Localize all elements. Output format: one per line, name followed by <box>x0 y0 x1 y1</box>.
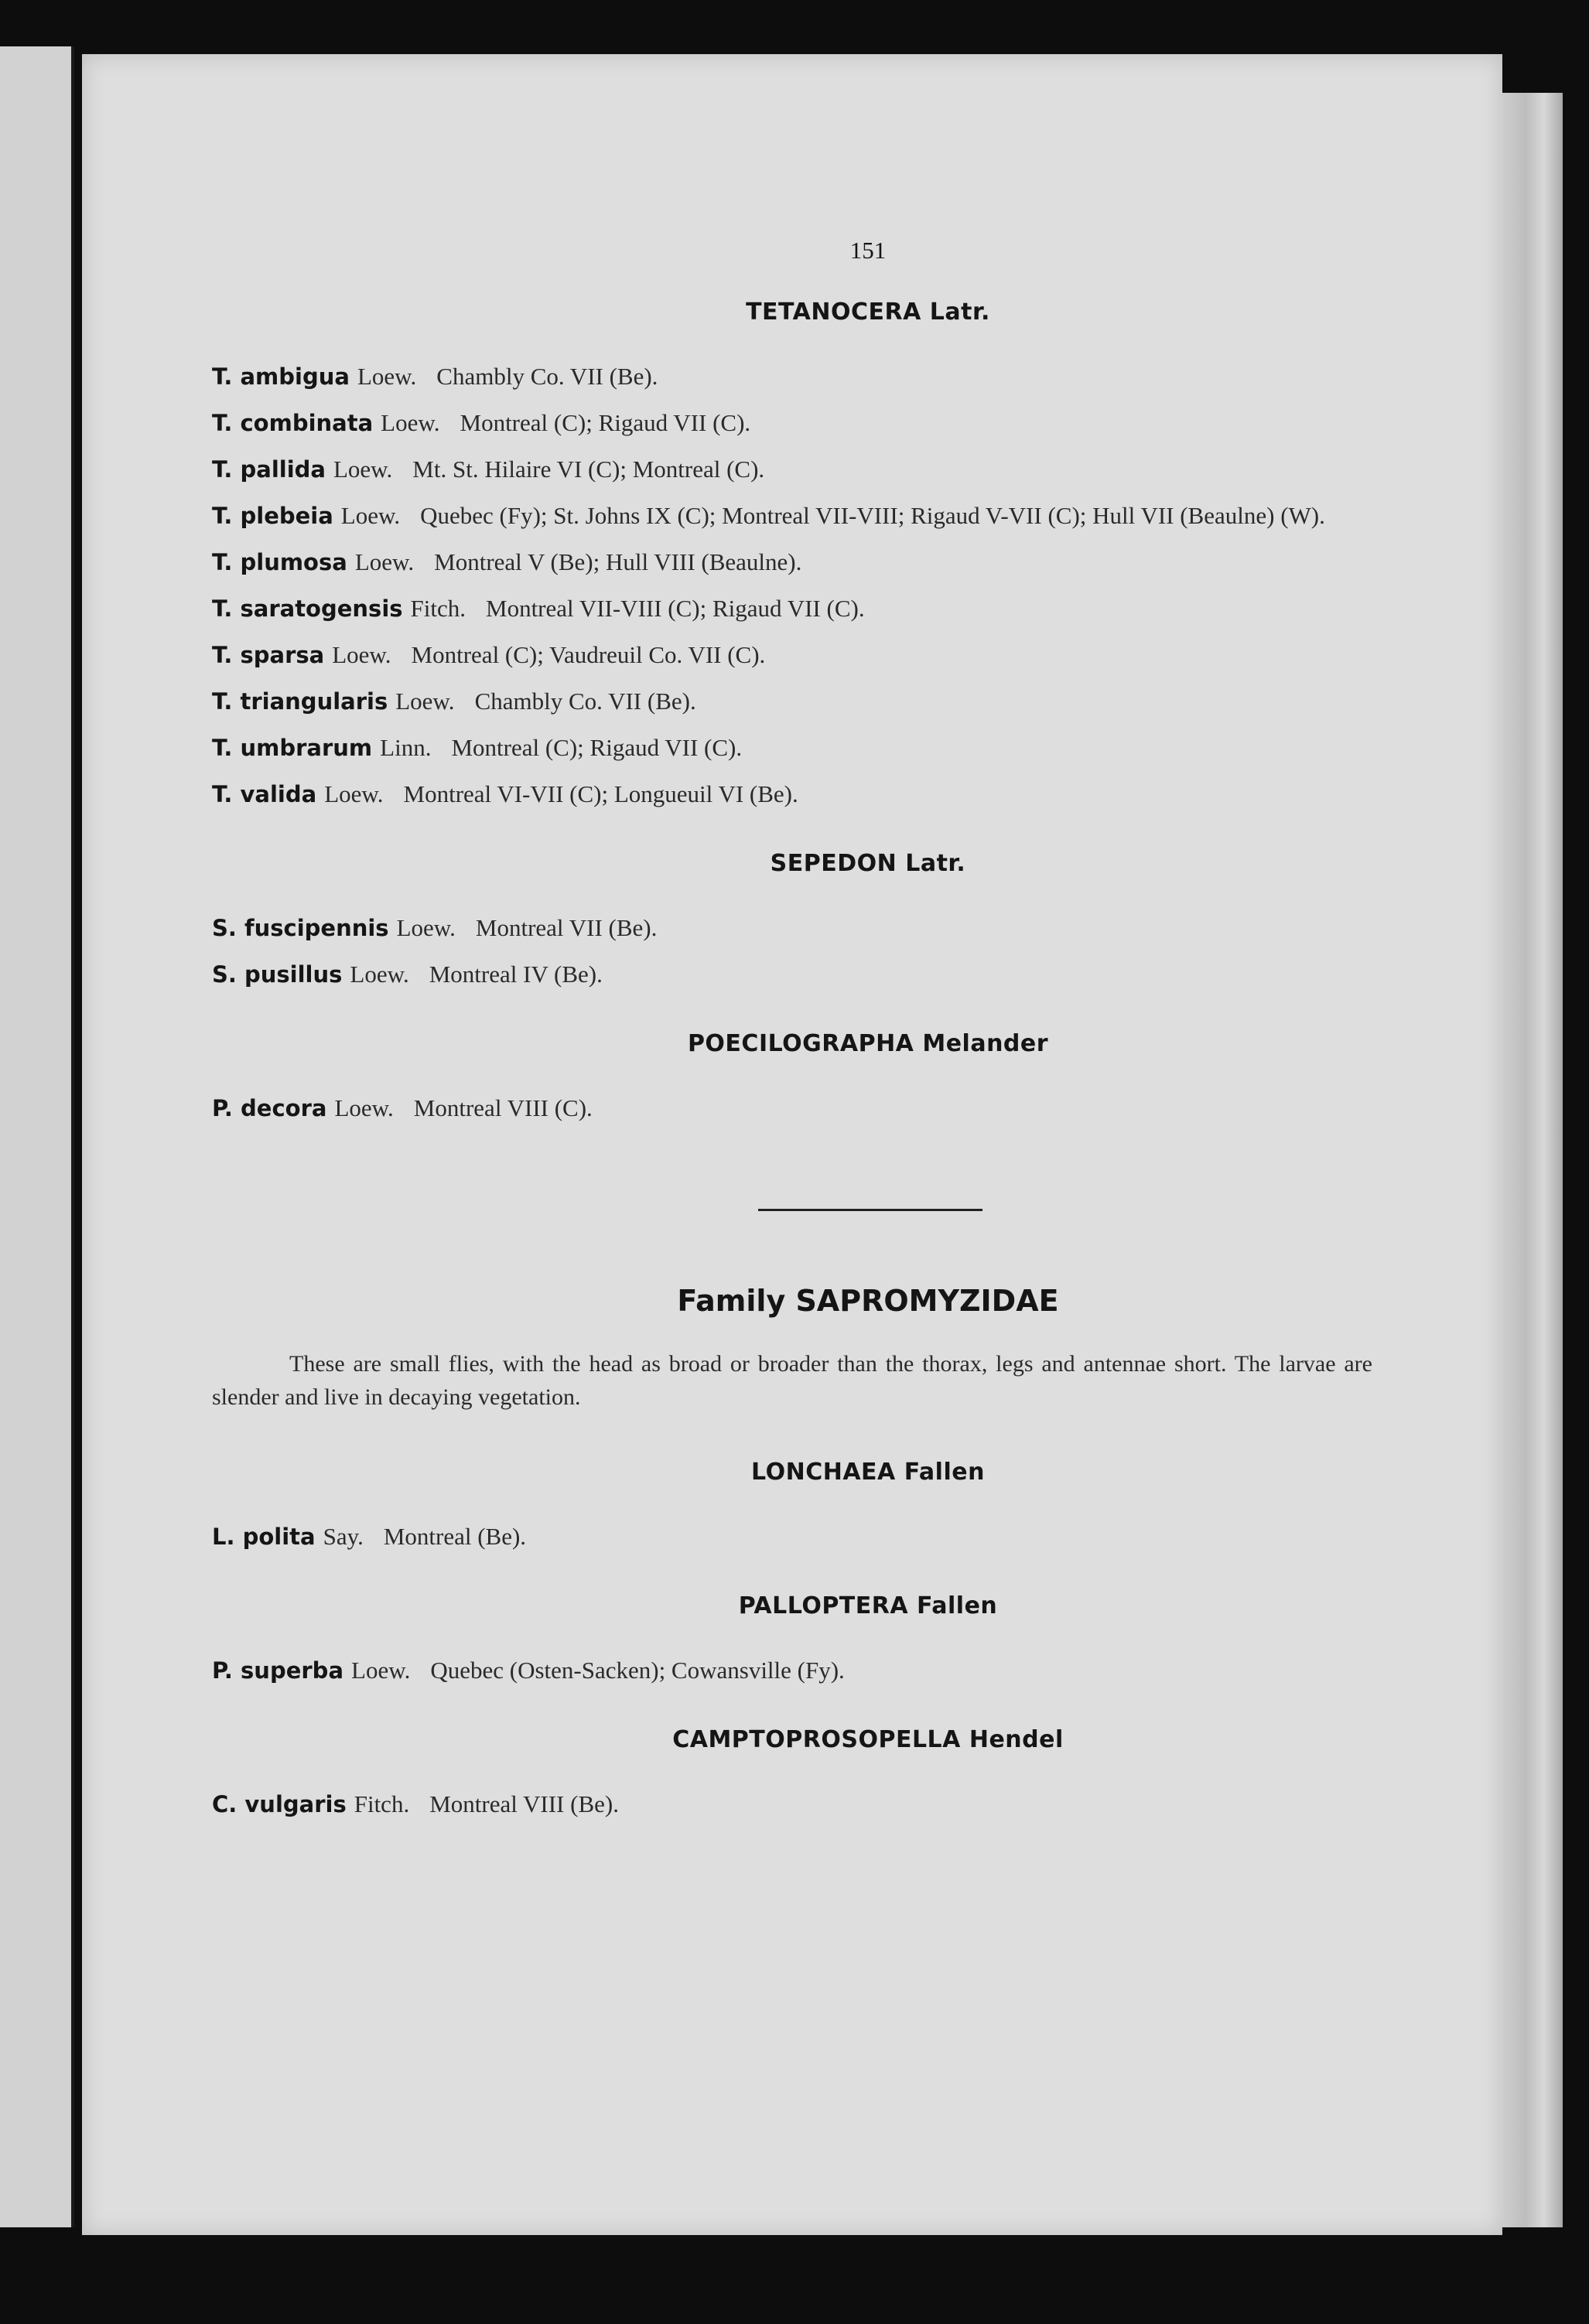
genus-section-tetanocera <box>212 299 1450 810</box>
species-record: Montreal VII (Be). <box>475 914 658 941</box>
page-content <box>212 237 1450 1860</box>
genus-heading: LONCHAEA Fallen <box>751 1459 985 1486</box>
species-record: Montreal V (Be); Hull VIII (Beaulne). <box>434 548 802 575</box>
species-name: P. decora <box>212 1095 327 1121</box>
species-name: T. saratogensis <box>212 596 403 622</box>
species-record: Mt. St. Hilaire VI (C); Montreal (C). <box>412 456 765 483</box>
species-record: Quebec (Fy); St. Johns IX (C); Montreal VII-VIII; Rigaud V-VII (C); Hull VII (Beaulne) (W). <box>420 502 1325 529</box>
species-list <box>212 1655 1450 1686</box>
genus-heading: TETANOCERA Latr. <box>746 299 990 326</box>
document-page <box>82 54 1502 2235</box>
species-record: Montreal IV (Be). <box>429 961 603 988</box>
species-name: T. valida <box>212 781 317 807</box>
species-record: Montreal VI-VII (C); Longueuil VI (Be). <box>403 780 798 807</box>
species-author: Loew. <box>350 961 409 988</box>
species-author: Loew. <box>396 914 456 941</box>
species-entry <box>212 1789 1450 1820</box>
species-entry <box>212 1093 1450 1124</box>
species-entry <box>212 361 1450 392</box>
page-number: 151 <box>849 237 887 264</box>
species-author: Linn. <box>380 734 432 761</box>
species-record: Montreal (C); Rigaud VII (C). <box>460 409 751 436</box>
species-author: Loew. <box>351 1657 411 1684</box>
species-record: Montreal VIII (C). <box>413 1094 593 1121</box>
species-author: Loew. <box>324 780 384 807</box>
species-record: Montreal (Be). <box>383 1523 527 1550</box>
species-name: S. fuscipennis <box>212 915 389 941</box>
genus-section-poecilographa <box>212 1030 1450 1124</box>
genus-section-palloptera <box>212 1592 1450 1686</box>
family-heading: Family SAPROMYZIDAE <box>677 1284 1059 1318</box>
genus-section-camptoprosopella <box>212 1726 1450 1820</box>
species-author: Fitch. <box>410 595 466 622</box>
species-record: Chambly Co. VII (Be). <box>436 363 658 390</box>
species-entry <box>212 686 1450 717</box>
species-list <box>212 361 1450 810</box>
genus-section-lonchaea <box>212 1459 1450 1552</box>
species-list <box>212 1521 1450 1552</box>
species-entry <box>212 732 1450 763</box>
species-entry <box>212 593 1450 624</box>
genus-heading: SEPEDON Latr. <box>770 850 966 877</box>
species-author: Loew. <box>332 641 391 668</box>
species-entry <box>212 500 1450 531</box>
species-list <box>212 1093 1450 1124</box>
species-record: Montreal (C); Vaudreuil Co. VII (C). <box>411 641 766 668</box>
genus-heading: POECILOGRAPHA Melander <box>687 1030 1049 1057</box>
species-name: T. triangularis <box>212 688 388 715</box>
species-name: S. pusillus <box>212 961 343 988</box>
page-stack-edge <box>1501 93 1563 2227</box>
species-author: Fitch. <box>354 1790 410 1817</box>
species-list <box>212 913 1450 990</box>
species-name: C. vulgaris <box>212 1791 347 1817</box>
species-entry <box>212 640 1450 671</box>
species-author: Loew. <box>381 409 440 436</box>
species-author: Loew. <box>333 456 393 483</box>
species-entry <box>212 959 1450 990</box>
species-name: T. combinata <box>212 410 374 436</box>
species-name: T. pallida <box>212 456 326 483</box>
species-name: L. polita <box>212 1524 316 1550</box>
species-author: Say. <box>323 1523 364 1550</box>
species-record: Montreal (C); Rigaud VII (C). <box>451 734 743 761</box>
family-description: These are small flies, with the head as broad or broader than the thorax, legs and antennae short. The larvae are slender and live in decaying vegetation. <box>212 1351 1372 1410</box>
genus-heading: CAMPTOPROSOPELLA Hendel <box>672 1726 1064 1753</box>
species-author: Loew. <box>354 548 415 575</box>
species-name: T. sparsa <box>212 642 325 668</box>
facing-page-edge <box>0 46 74 2227</box>
species-author: Loew. <box>357 363 417 390</box>
species-author: Loew. <box>340 502 401 529</box>
species-record: Montreal VIII (Be). <box>429 1790 619 1817</box>
species-name: T. plebeia <box>212 503 333 529</box>
species-author: Loew. <box>334 1094 394 1121</box>
species-name: T. plumosa <box>212 549 347 575</box>
species-record: Chambly Co. VII (Be). <box>474 688 696 715</box>
species-list <box>212 1789 1450 1820</box>
species-entry <box>212 408 1450 439</box>
species-entry <box>212 913 1450 944</box>
species-entry <box>212 779 1450 810</box>
species-name: T. umbrarum <box>212 735 373 761</box>
species-author: Loew. <box>395 688 455 715</box>
species-record: Montreal VII-VIII (C); Rigaud VII (C). <box>486 595 865 622</box>
species-entry <box>212 547 1450 578</box>
section-divider <box>758 1209 982 1211</box>
species-name: P. superba <box>212 1657 344 1684</box>
species-entry <box>212 1521 1450 1552</box>
species-record: Quebec (Osten-Sacken); Cowansville (Fy). <box>430 1657 845 1684</box>
genus-section-sepedon <box>212 850 1450 990</box>
species-entry <box>212 454 1450 485</box>
species-entry <box>212 1655 1450 1686</box>
genus-heading: PALLOPTERA Fallen <box>738 1592 998 1619</box>
species-name: T. ambigua <box>212 363 350 390</box>
